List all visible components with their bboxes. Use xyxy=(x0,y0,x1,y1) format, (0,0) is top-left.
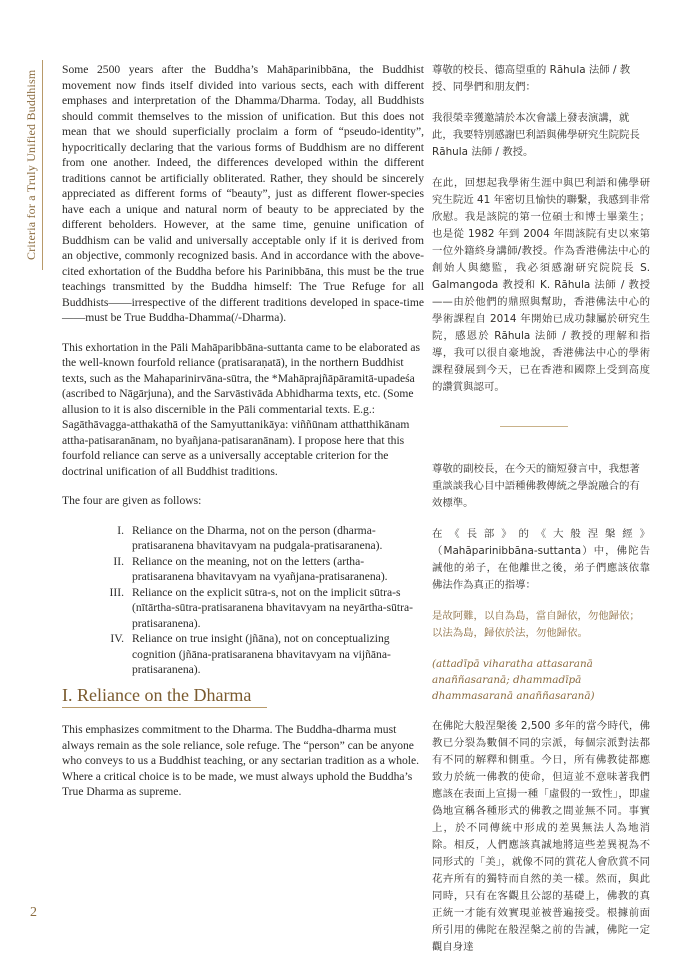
page-number: 2 xyxy=(30,905,37,920)
greeting-paragraph: 尊敬的校長、德高望重的 Rāhula 法師 / 教授、同學們和朋友們： xyxy=(432,64,631,93)
paragraph-four-given: The four are given as follows: xyxy=(62,494,202,507)
reliance-item xyxy=(62,554,424,585)
paragraph-intro: Some 2500 years after the Buddha’s Mahāparinibbāna, the Buddhist movement now finds itself divided into various sects, each with different emphases and interpretation of the Dhamma/Dharma. Today, all Buddhists should commit themselves to the mission of unification. But this does not mean that we should superficially proclaim a form of “pseudo-identity”, hypocritically declaring that the various forms of Buddhism are no different from one another. Indeed, the differences developed within the different traditions cannot be artificially obliterated. Rather, they should be sincerely appreciated as different forms of “beauty”, just as different flower-species have each a unique and natural norm of beauty to be appreciated by the different beholders. However, at the same time, genuine unification of Buddhism can be valid and universally acceptable only if it is derived from an objective, commonly recognized basis. And in accordance with the above-cited exhortation of the Buddha before his Parinibbāna, this must be the true teachings transmitted by the Buddha himself: The True Refuge for all Buddhists——irrespective of the different traditions developed in space-time——must be True Buddha-Dhamma(/-Dharma). xyxy=(62,63,424,324)
paragraph-fourfold-reliance: This exhortation in the Pāli Mahāparibbāna-suttanta came to be elaborated as the well-known fourfold reliance (pratisaraṇatā), in the northern Buddhist texts, such as the Mahaparinirvāna-sūtra, the *Mahāprajñāpāramitā-upadeśa (ascribed to Nāgārjuna), and the Sarvāstivāda Abhidharma texts, etc. (Some allusion to it is also discernible in the Pāli commentarial texts. E.g.: Sagāthāvagga-atthakathā of the Samyuttanikāya: viññūnam atthatthikānam attha-patisaranānam, no byañjana-patisaranānam). I propose here that this fourfold reliance can serve as a universally acceptable criterion for the doctrinal unification of all Buddhist traditions. xyxy=(62,340,420,478)
unification-paragraph: 在佛陀大般涅槃後 2,500 多年的當今時代，佛教已分裂為數個不同的宗派，每個宗派對法都有不同的解釋和側重。今日，所有佛教徒都應致力於統一佛教的使命，但這並不意味著我們應該在表面上宣揚一種「虛假的一致性」，即虛偽地宣稱各種形式的佛教之間並無不同。事實上，於不同傳統中形成的差異無法人為地消除。相反，人們應該真誠地將這些差異視為不同形式的「美」，就像不同的賞花人會欣賞不同花卉所有的獨特而自然的美一樣。然而，與此同時，只有在客觀且公認的基礎上，佛教的真正統一才能有效實現並被普遍接受。根據前面所引用的佛陀在般涅槃之前的告誡，佛陀一定觀自身達 xyxy=(432,720,650,953)
running-title-rule xyxy=(42,60,43,270)
reliance-number: I. xyxy=(117,523,124,537)
reliance-list xyxy=(62,523,424,678)
quote-pali: (attadīpā viharatha attasaranā anaññasaranā; dhammadīpā dhammasaranā anaññasaranā) xyxy=(432,658,595,702)
english-column xyxy=(62,62,424,814)
running-title: Criteria for a Truly Unified Buddhism xyxy=(24,69,38,260)
reliance-item xyxy=(62,523,424,554)
reliance-number: III. xyxy=(109,585,124,599)
section-divider xyxy=(500,426,568,427)
thanks-paragraph: 我很榮幸獲邀請於本次會議上發表演講，就此，我要特別感謝巴利語與佛學研究生院院長 Rāhula 法師 / 教授。 xyxy=(432,112,640,158)
reliance-number: IV. xyxy=(110,632,124,645)
chinese-column xyxy=(432,62,650,970)
paragraph-reliance-dharma: This emphasizes commitment to the Dharma. The Buddha-dharma must always remain as the sole reliance, sole refuge. The “person” can be anyone who conveys to us a Buddhist teaching, or any sectarian tradition as a whole. Where a critical choice is to be made, we must always uphold the Buddha’s True Dharma as supreme. xyxy=(62,723,420,798)
quote-chinese: 是故阿難，以自為島，當自歸依，勿他歸依；以法為島，歸依於法，勿他歸依。 xyxy=(432,610,640,639)
reliance-text: Reliance on true insight (jñāna), not on conceptualizing cognition (jñāna-pratisaranena bhavitavyam na vijñāna-pratisaranena). xyxy=(132,632,391,676)
reliance-item xyxy=(62,631,424,678)
reliance-text: Reliance on the meaning, not on the letters (artha-pratisaranena bhavitavyam na vyañjana-pratisaranena). xyxy=(132,554,388,583)
vice-chancellor-paragraph: 尊敬的副校長，在今天的簡短發言中，我想著重談談我心目中語種佛教傳統之學說融合的有效標準。 xyxy=(432,463,640,509)
reliance-text: Reliance on the explicit sūtra-s, not on the implicit sūtra-s (nītārtha-sūtra-pratisaranena bhavitavyam na neyārtha-sūtra-pratisaranena). xyxy=(132,585,414,630)
reliance-item xyxy=(62,585,424,632)
section-heading: I. Reliance on the Dharma xyxy=(62,684,252,705)
section-heading-rule xyxy=(62,707,267,708)
reliance-text: Reliance on the Dharma, not on the person (dharma-pratisaranena bhavitavyam na pudgala-pratisaranena). xyxy=(132,523,383,552)
sutta-paragraph: 在《長部》的《大般涅槃經》（Mahāparinibbāna-suttanta）中，佛陀告誡他的弟子，在他離世之後，弟子們應該依靠佛法作為真正的指導： xyxy=(432,528,650,591)
reliance-number: II. xyxy=(113,554,124,568)
career-paragraph: 在此，回想起我學術生涯中與巴利語和佛學研究生院近 41 年密切且愉快的聯繫，我感到非常欣慰。我是該院的第一位碩士和博士畢業生；也是從 1982 年到 2004 年間該院有史以來第一位外籍終身講師/教授。作為香港佛法中心的創始人與總監，我必須感謝研究院院長 S. Galmangoda 教授和 K. Rāhula 法師 / 教授——由於他們的鼎照與幫助，香港佛法中心的學術課程自 2014 年開始已成功隸屬於研究生院，感恩於 Rāhula 法師 / 教授的理解和指導，我可以很自豪地說，香港佛法中心的學術課程發展到今天，已在香港和國際上受到高度的讚賞與認可。 xyxy=(432,177,650,393)
